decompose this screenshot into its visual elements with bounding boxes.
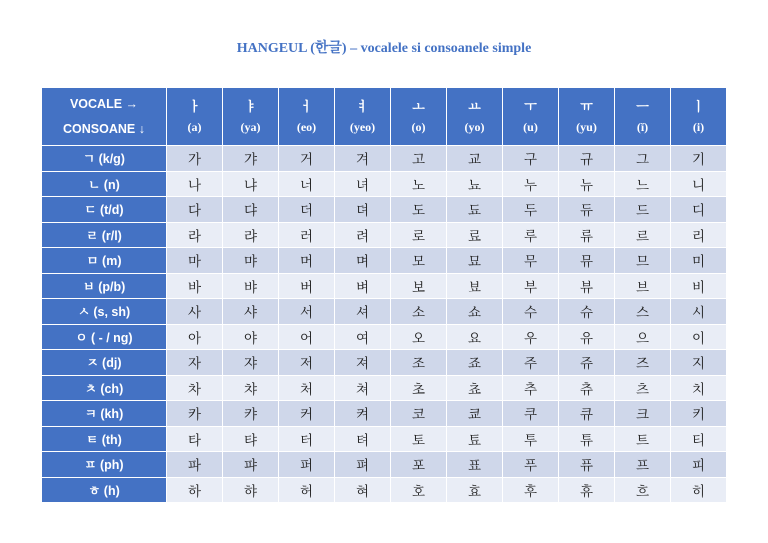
syllable-cell: 즈 xyxy=(615,350,671,376)
syllable-cell: 가 xyxy=(167,146,223,172)
vowel-romanization: (ĭ) xyxy=(636,119,649,134)
syllable-cell: 지 xyxy=(671,350,727,376)
vowel-romanization: (ya) xyxy=(240,119,261,134)
syllable-cell: 아 xyxy=(167,324,223,350)
table-row xyxy=(42,299,727,325)
table-row xyxy=(42,273,727,299)
syllable-cell: 려 xyxy=(335,222,391,248)
table-row xyxy=(42,222,727,248)
syllable-cell: 캬 xyxy=(223,401,279,427)
consonants-axis-label: CONSOANE ↓ xyxy=(63,121,145,136)
consonant-cell: ㅍ (ph) xyxy=(42,452,167,478)
consonant-cell: ㅇ ( - / ng) xyxy=(42,324,167,350)
vowel-glyph: ㅣ xyxy=(692,99,705,115)
consonant-cell: ㅋ (kh) xyxy=(42,401,167,427)
syllable-cell: 츄 xyxy=(559,375,615,401)
vowel-glyph: ㅜ xyxy=(524,99,537,115)
syllable-cell: 포 xyxy=(391,452,447,478)
consonant-cell: ㄹ (r/l) xyxy=(42,222,167,248)
table-row xyxy=(42,426,727,452)
syllable-cell: 추 xyxy=(503,375,559,401)
syllable-cell: 여 xyxy=(335,324,391,350)
table-row xyxy=(42,452,727,478)
syllable-cell: 루 xyxy=(503,222,559,248)
vowel-romanization: (yeo) xyxy=(349,119,376,134)
syllable-cell: 자 xyxy=(167,350,223,376)
consonant-cell: ㅌ (th) xyxy=(42,426,167,452)
syllable-cell: 피 xyxy=(671,452,727,478)
syllable-cell: 투 xyxy=(503,426,559,452)
syllable-cell: 코 xyxy=(391,401,447,427)
vowel-romanization: (o) xyxy=(411,119,426,134)
syllable-cell: 저 xyxy=(279,350,335,376)
syllable-cell: 허 xyxy=(279,477,335,503)
syllable-cell: 더 xyxy=(279,197,335,223)
syllable-cell: 부 xyxy=(503,273,559,299)
vowel-header-cell xyxy=(167,88,223,146)
syllable-cell: 니 xyxy=(671,171,727,197)
table-row xyxy=(42,375,727,401)
vowel-glyph: ㅡ xyxy=(636,99,649,115)
consonant-cell: ㄴ (n) xyxy=(42,171,167,197)
syllable-cell: 치 xyxy=(671,375,727,401)
syllable-cell: 트 xyxy=(615,426,671,452)
syllable-cell: 튜 xyxy=(559,426,615,452)
syllable-cell: 호 xyxy=(391,477,447,503)
consonant-cell: ㅅ (s, sh) xyxy=(42,299,167,325)
syllable-cell: 차 xyxy=(167,375,223,401)
vowel-glyph: ㅗ xyxy=(412,99,425,115)
syllable-cell: 표 xyxy=(447,452,503,478)
syllable-cell: 료 xyxy=(447,222,503,248)
syllable-cell: 며 xyxy=(335,248,391,274)
vowel-glyph: ㅕ xyxy=(356,99,369,115)
syllable-cell: 나 xyxy=(167,171,223,197)
syllable-cell: 러 xyxy=(279,222,335,248)
syllable-cell: 쳐 xyxy=(335,375,391,401)
syllable-cell: 조 xyxy=(391,350,447,376)
vowel-header-cell xyxy=(223,88,279,146)
syllable-cell: 갸 xyxy=(223,146,279,172)
vowel-romanization: (i) xyxy=(692,119,705,134)
syllable-cell: 머 xyxy=(279,248,335,274)
syllable-cell: 히 xyxy=(671,477,727,503)
syllable-cell: 초 xyxy=(391,375,447,401)
vowel-romanization: (a) xyxy=(187,119,202,134)
syllable-cell: 보 xyxy=(391,273,447,299)
syllable-cell: 쟈 xyxy=(223,350,279,376)
vowel-romanization: (eo) xyxy=(296,119,317,134)
syllable-cell: 벼 xyxy=(335,273,391,299)
table-row xyxy=(42,477,727,503)
vowel-header-cell xyxy=(503,88,559,146)
consonant-cell: ㄷ (t/d) xyxy=(42,197,167,223)
syllable-cell: 스 xyxy=(615,299,671,325)
syllable-cell: 터 xyxy=(279,426,335,452)
syllable-cell: 먀 xyxy=(223,248,279,274)
syllable-cell: 툐 xyxy=(447,426,503,452)
syllable-cell: 흐 xyxy=(615,477,671,503)
vowel-header-cell xyxy=(671,88,727,146)
syllable-cell: 카 xyxy=(167,401,223,427)
syllable-cell: 므 xyxy=(615,248,671,274)
vowel-romanization: (yu) xyxy=(576,119,597,134)
syllable-cell: 야 xyxy=(223,324,279,350)
syllable-cell: 휴 xyxy=(559,477,615,503)
syllable-cell: 퍄 xyxy=(223,452,279,478)
syllable-cell: 랴 xyxy=(223,222,279,248)
table-row xyxy=(42,401,727,427)
syllable-cell: 드 xyxy=(615,197,671,223)
syllable-cell: 키 xyxy=(671,401,727,427)
syllable-cell: 혀 xyxy=(335,477,391,503)
table-row xyxy=(42,171,727,197)
syllable-cell: 후 xyxy=(503,477,559,503)
syllable-cell: 그 xyxy=(615,146,671,172)
syllable-cell: 오 xyxy=(391,324,447,350)
syllable-cell: 됴 xyxy=(447,197,503,223)
syllable-cell: 뷰 xyxy=(559,273,615,299)
syllable-cell: 어 xyxy=(279,324,335,350)
syllable-cell: 교 xyxy=(447,146,503,172)
syllable-cell: 츠 xyxy=(615,375,671,401)
syllable-cell: 두 xyxy=(503,197,559,223)
syllable-cell: 기 xyxy=(671,146,727,172)
vowel-header-cell xyxy=(615,88,671,146)
syllable-cell: 버 xyxy=(279,273,335,299)
syllable-cell: 냐 xyxy=(223,171,279,197)
consonant-cell: ㅊ (ch) xyxy=(42,375,167,401)
table-row xyxy=(42,146,727,172)
syllable-cell: 다 xyxy=(167,197,223,223)
syllable-cell: 퓨 xyxy=(559,452,615,478)
table-row xyxy=(42,324,727,350)
syllable-cell: 쿄 xyxy=(447,401,503,427)
document-title: HANGEUL (한글) – vocalele si consoanele simple xyxy=(236,41,532,56)
syllable-cell: 로 xyxy=(391,222,447,248)
syllable-cell: 탸 xyxy=(223,426,279,452)
syllable-cell: 겨 xyxy=(335,146,391,172)
vowel-glyph: ㅓ xyxy=(300,99,313,115)
syllable-cell: 뮤 xyxy=(559,248,615,274)
syllable-cell: 뱌 xyxy=(223,273,279,299)
syllable-cell: 라 xyxy=(167,222,223,248)
syllable-cell: 파 xyxy=(167,452,223,478)
syllable-cell: 브 xyxy=(615,273,671,299)
syllable-cell: 햐 xyxy=(223,477,279,503)
syllable-cell: 리 xyxy=(671,222,727,248)
syllable-cell: 이 xyxy=(671,324,727,350)
syllable-cell: 댜 xyxy=(223,197,279,223)
syllable-cell: 도 xyxy=(391,197,447,223)
vowel-header-cell xyxy=(447,88,503,146)
syllable-cell: 시 xyxy=(671,299,727,325)
vowel-header-cell xyxy=(559,88,615,146)
syllable-cell: 녀 xyxy=(335,171,391,197)
syllable-cell: 미 xyxy=(671,248,727,274)
consonant-cell: ㅂ (p/b) xyxy=(42,273,167,299)
header-row xyxy=(42,88,727,146)
vowel-glyph: ㅑ xyxy=(244,99,257,115)
vowel-romanization: (yo) xyxy=(464,119,485,134)
syllable-cell: 뉴 xyxy=(559,171,615,197)
syllable-cell: 쥬 xyxy=(559,350,615,376)
vowel-glyph: ㅛ xyxy=(468,99,481,115)
syllable-cell: 소 xyxy=(391,299,447,325)
syllable-cell: 뇨 xyxy=(447,171,503,197)
syllable-cell: 챠 xyxy=(223,375,279,401)
syllable-cell: 쵸 xyxy=(447,375,503,401)
vowels-axis-label: VOCALE → xyxy=(69,96,139,111)
syllable-cell: 슈 xyxy=(559,299,615,325)
syllable-cell: 쿠 xyxy=(503,401,559,427)
syllable-cell: 유 xyxy=(559,324,615,350)
syllable-cell: 디 xyxy=(671,197,727,223)
syllable-cell: 뎌 xyxy=(335,197,391,223)
consonant-cell: ㅎ (h) xyxy=(42,477,167,503)
syllable-cell: 으 xyxy=(615,324,671,350)
syllable-cell: 묘 xyxy=(447,248,503,274)
syllable-cell: 쇼 xyxy=(447,299,503,325)
syllable-cell: 느 xyxy=(615,171,671,197)
syllable-cell: 효 xyxy=(447,477,503,503)
syllable-cell: 고 xyxy=(391,146,447,172)
syllable-cell: 류 xyxy=(559,222,615,248)
syllable-cell: 거 xyxy=(279,146,335,172)
table-row xyxy=(42,197,727,223)
syllable-cell: 텨 xyxy=(335,426,391,452)
syllable-cell: 누 xyxy=(503,171,559,197)
syllable-cell: 셔 xyxy=(335,299,391,325)
syllable-cell: 듀 xyxy=(559,197,615,223)
syllable-cell: 토 xyxy=(391,426,447,452)
syllable-cell: 펴 xyxy=(335,452,391,478)
hangeul-table xyxy=(41,87,727,503)
syllable-cell: 퍼 xyxy=(279,452,335,478)
vowel-glyph: ㅠ xyxy=(580,99,593,115)
vowel-header-cell xyxy=(391,88,447,146)
syllable-cell: 너 xyxy=(279,171,335,197)
syllable-cell: 서 xyxy=(279,299,335,325)
consonant-cell: ㄱ (k/g) xyxy=(42,146,167,172)
syllable-cell: 켜 xyxy=(335,401,391,427)
vowel-glyph: ㅏ xyxy=(188,99,201,115)
syllable-cell: 커 xyxy=(279,401,335,427)
vowel-romanization: (u) xyxy=(523,119,538,134)
syllable-cell: 큐 xyxy=(559,401,615,427)
syllable-cell: 무 xyxy=(503,248,559,274)
syllable-cell: 푸 xyxy=(503,452,559,478)
consonant-cell: ㅈ (dj) xyxy=(42,350,167,376)
table-body xyxy=(42,146,727,503)
syllable-cell: 티 xyxy=(671,426,727,452)
syllable-cell: 바 xyxy=(167,273,223,299)
syllable-cell: 뵤 xyxy=(447,273,503,299)
syllable-cell: 져 xyxy=(335,350,391,376)
syllable-cell: 죠 xyxy=(447,350,503,376)
syllable-cell: 모 xyxy=(391,248,447,274)
table-row xyxy=(42,248,727,274)
syllable-cell: 우 xyxy=(503,324,559,350)
vowel-header-cell xyxy=(279,88,335,146)
syllable-cell: 마 xyxy=(167,248,223,274)
syllable-cell: 노 xyxy=(391,171,447,197)
syllable-cell: 르 xyxy=(615,222,671,248)
corner-header-cell xyxy=(42,88,167,146)
syllable-cell: 구 xyxy=(503,146,559,172)
syllable-cell: 요 xyxy=(447,324,503,350)
syllable-cell: 비 xyxy=(671,273,727,299)
syllable-cell: 타 xyxy=(167,426,223,452)
syllable-cell: 규 xyxy=(559,146,615,172)
consonant-cell: ㅁ (m) xyxy=(42,248,167,274)
syllable-cell: 사 xyxy=(167,299,223,325)
syllable-cell: 수 xyxy=(503,299,559,325)
syllable-cell: 크 xyxy=(615,401,671,427)
syllable-cell: 하 xyxy=(167,477,223,503)
vowel-header-cell xyxy=(335,88,391,146)
table-row xyxy=(42,350,727,376)
syllable-cell: 처 xyxy=(279,375,335,401)
syllable-cell: 샤 xyxy=(223,299,279,325)
syllable-cell: 프 xyxy=(615,452,671,478)
syllable-cell: 주 xyxy=(503,350,559,376)
